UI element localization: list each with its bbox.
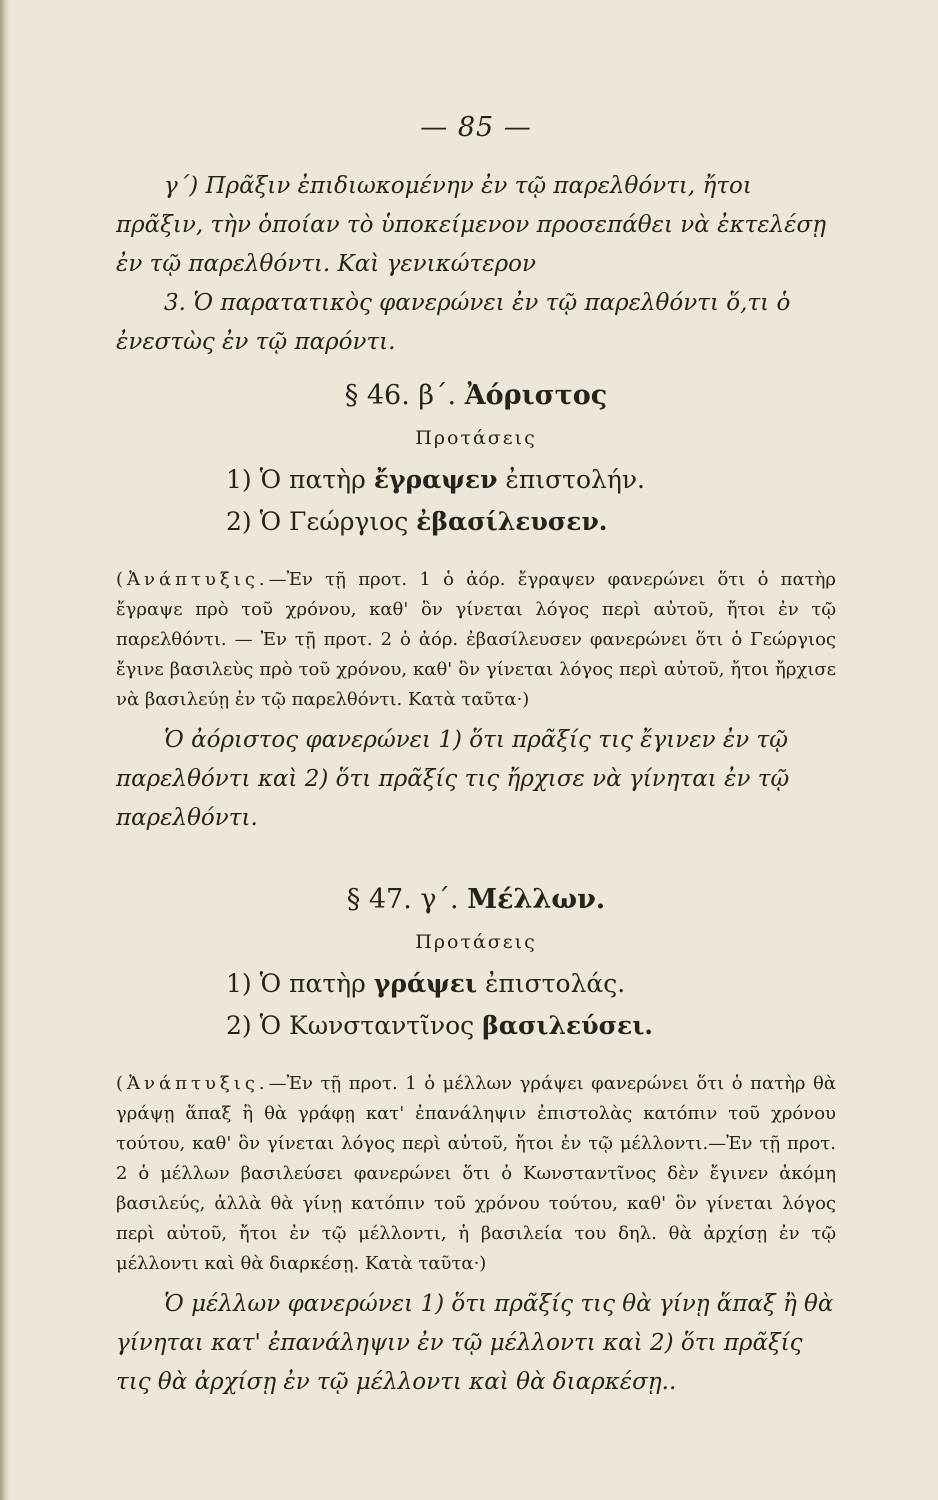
example-2-prefix: 2) Ὁ Γεώργιος [226, 507, 409, 536]
section-47-subheading: Προτάσεις [415, 931, 537, 953]
note-label: (Ἀνάπτυξις. [116, 569, 269, 590]
section-46-title: Ἀόριστος [464, 380, 608, 411]
example-1-prefix: 1) Ὁ πατὴρ [226, 969, 366, 998]
note-text: —Ἐν τῇ προτ. 1 ὁ μέλλων γράψει φανερώνει ὅτι ὁ πατὴρ θὰ γράψῃ ἅπαξ ἢ θὰ γράφῃ κατ' ἐπανάληψιν ἐπιστολὰς κατόπιν τοῦ χρόνου τούτου, καθ' ὃν γίνεται λόγος περὶ αὐτοῦ, ἤτοι ἐν τῷ μέλλοντι.—Ἐν τῇ προτ. 2 ὁ μέλλων βασιλεύσει φανερώνει ὅτι ὁ Κωνσταντῖνος δὲν ἔγινεν ἀκόμη βασιλεύς, ἀλλὰ θὰ γίνῃ κατόπιν τοῦ χρόνου τούτου, καθ' ὃν γίνεται λόγος περὶ αὐτοῦ, ἤτοι ἐν τῷ μέλλοντι, ἡ βασιλεία του δηλ. θὰ ἀρχίσῃ ἐν τῷ μέλλοντι καὶ θὰ διαρκέσῃ. Κατὰ ταῦτα·) [116, 1073, 836, 1274]
section-47-heading [116, 884, 836, 915]
section-47-title: Μέλλων. [467, 884, 606, 915]
example-2-verb: ἐβασίλευσεν. [416, 507, 608, 536]
section-46-heading [116, 380, 836, 411]
section-47-example-1 [116, 963, 836, 1005]
section-47-note [116, 1069, 836, 1279]
binding-edge [0, 0, 10, 1500]
section-46-definition: Ὁ ἀόριστος φανερώνει 1) ὅτι πρᾶξίς τις ἔγινεν ἐν τῷ παρελθόντι καὶ 2) ὅτι πρᾶξίς τις ἤρχισε νὰ γίνηται ἐν τῷ παρελθόντι. [116, 727, 790, 831]
paragraph-3: 3. Ὁ παρατατικὸς φανερώνει ἐν τῷ παρελθόντι ὅ,τι ὁ ἐνεστὼς ἐν τῷ παρόντι. [116, 290, 791, 355]
note-label: (Ἀνάπτυξις. [116, 1073, 269, 1094]
example-1-verb: γράψει [373, 969, 478, 998]
page-content [116, 112, 836, 1402]
example-1-suffix: ἐπιστολήν. [505, 465, 645, 494]
example-1-verb: ἔγραψεν [373, 465, 498, 494]
example-2-verb: βασιλεύσει. [482, 1011, 653, 1040]
note-text: —Ἐν τῇ προτ. 1 ὁ ἀόρ. ἔγραψεν φανερώνει ὅτι ὁ πατὴρ ἔγραψε πρὸ τοῦ χρόνου, καθ' ὃν γίνεται λόγος περὶ αὐτοῦ, ἤτοι ἐν τῷ παρελθόντι. — Ἐν τῇ προτ. 2 ὁ ἀόρ. ἐβασίλευσεν φανερώνει ὅτι ὁ Γεώργιος ἔγινε βασιλεὺς πρὸ τοῦ χρόνου, καθ' ὃν γίνεται λόγος περὶ αὐτοῦ, ἤτοι ἤρχισε νὰ βασιλεύῃ ἐν τῷ παρελθόντι. Κατὰ ταῦτα·) [116, 569, 836, 710]
example-2-prefix: 2) Ὁ Κωνσταντῖνος [226, 1011, 475, 1040]
example-1-suffix: ἐπιστολάς. [484, 969, 626, 998]
section-46-example-2 [116, 501, 836, 543]
section-47-example-2 [116, 1005, 836, 1047]
paragraph-gamma: γ΄) Πρᾶξιν ἐπιδιωκομένην ἐν τῷ παρελθόντι, ἤτοι πρᾶξιν, τὴν ὁποίαν τὸ ὑποκείμενον προσεπάθει νὰ ἐκτελέσῃ ἐν τῷ παρελθόντι. Καὶ γενικώτερον [116, 173, 827, 277]
example-1-prefix: 1) Ὁ πατὴρ [226, 465, 366, 494]
page-number: — 85 — [420, 112, 532, 143]
section-47-definition: Ὁ μέλλων φανερώνει 1) ὅτι πρᾶξίς τις θὰ γίνῃ ἅπαξ ἢ θὰ γίνηται κατ' ἐπανάληψιν ἐν τῷ μέλλοντι καὶ 2) ὅτι πρᾶξίς τις θὰ ἀρχίσῃ ἐν τῷ μέλλοντι καὶ θὰ διαρκέσῃ.. [116, 1291, 834, 1395]
section-46-number: § 46. β΄. [344, 380, 457, 411]
section-46-subheading: Προτάσεις [415, 427, 537, 449]
section-47-number: § 47. γ΄. [346, 884, 459, 915]
section-46-example-1 [116, 459, 836, 501]
section-46-note [116, 565, 836, 715]
